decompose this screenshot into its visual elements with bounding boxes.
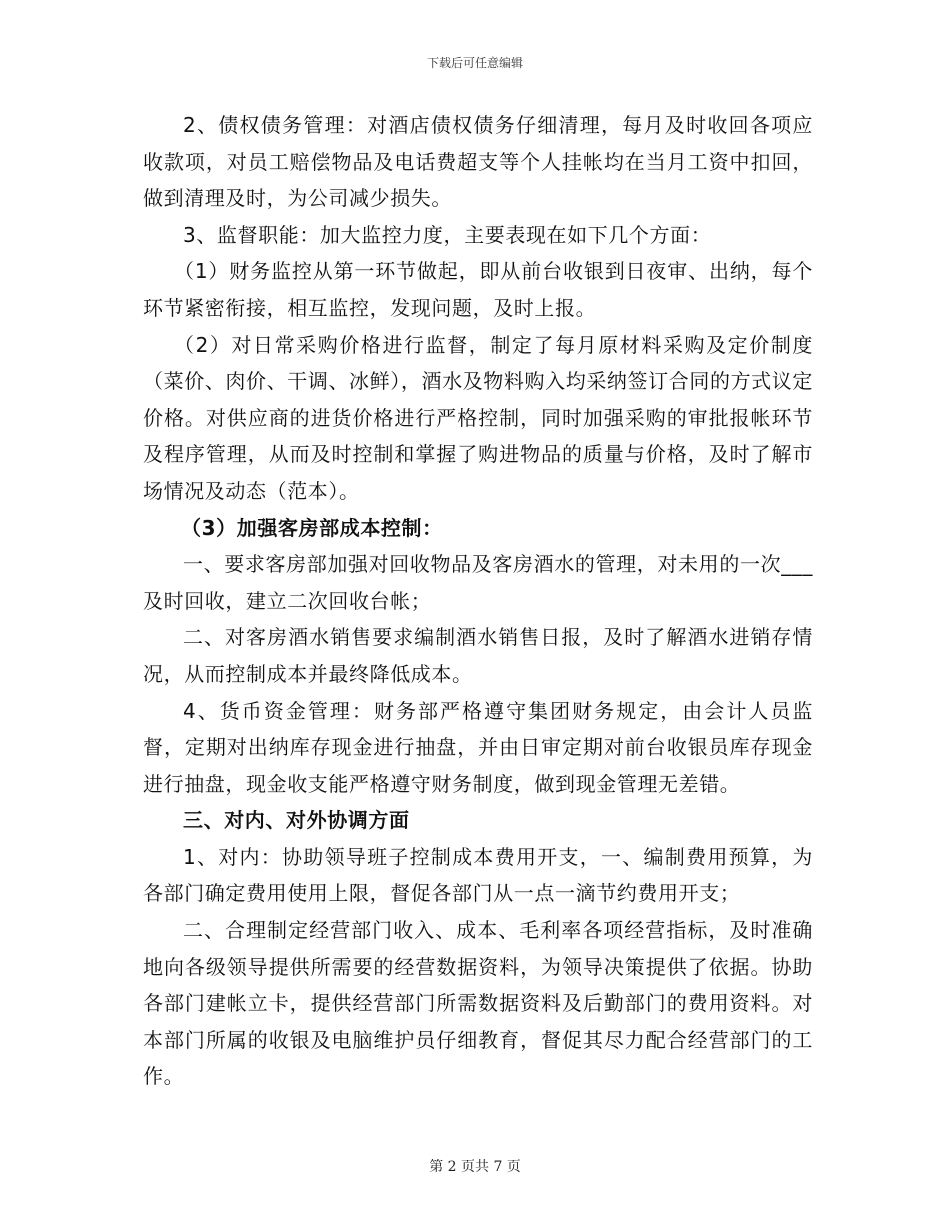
paragraph-purchase-price: （2）对日常采购价格进行监督，制定了每月原材料采购及定价制度（菜价、肉价、干调、冰鲜），酒水及物料购入均采纳签订合同的方式议定价格。对供应商的进货价格进行严格控制，同时加强采购的审批报帐环节及程序管理，从而及时控制和掌握了购进物品的质量与价格，及时了解市场情况及动态（范本）。 bbox=[143, 332, 813, 503]
paragraph-cash-management: 4、货币资金管理：财务部严格遵守集团财务规定，由会计人员监督，定期对出纳库存现金进行抽盘，并由日审定期对前台收银员库存现金进行抽盘，现金收支能严格遵守财务制度，做到现金管理无差错。 bbox=[143, 698, 813, 796]
paragraph-room-item-recovery: 一、要求客房部加强对回收物品及客房酒水的管理，对未用的一次___及时回收，建立二次回收台帐； bbox=[143, 552, 813, 613]
subheading-room-cost-control: （3）加强客房部成本控制： bbox=[181, 515, 443, 540]
paragraph-internal-coordination: 1、对内：协助领导班子控制成本费用开支，一、编制费用预算，为各部门确定费用使用上限，督促各部门从一点一滴节约费用开支； bbox=[143, 844, 813, 906]
page-number: 第 2 页共 7 页 bbox=[429, 1159, 521, 1175]
paragraph-supervision: 3、监督职能：加大监控力度，主要表现在如下几个方面： bbox=[183, 222, 712, 247]
section-heading-coordination: 三、对内、对外协调方面 bbox=[183, 808, 410, 833]
paragraph-financial-monitoring: （1）财务监控从第一环节做起，即从前台收银到日夜审、出纳，每个环节紧密衔接，相互监控，发现问题，及时上报。 bbox=[143, 259, 813, 320]
document-body bbox=[143, 107, 813, 1095]
paragraph-room-drinks-sales: 二、对客房酒水销售要求编制酒水销售日报，及时了解酒水进销存情况，从而控制成本并最终降低成本。 bbox=[143, 625, 813, 686]
paragraph-debt-management: 2、债权债务管理：对酒店债权债务仔细清理，每月及时收回各项应收款项，对员工赔偿物品及电话费超支等个人挂帐均在当月工资中扣回，做到清理及时，为公司减少损失。 bbox=[143, 113, 813, 211]
page-header: 下载后可任意编辑 bbox=[426, 56, 523, 70]
paragraph-operating-indicators: 二、合理制定经营部门收入、成本、毛利率各项经营指标，及时准确地向各级领导提供所需要的经营数据资料，为领导决策提供了依据。协助各部门建帐立卡，提供经营部门所需数据资料及后勤部门的费用资料。对本部门所属的收银及电脑维护员仔细教育，督促其尽力配合经营部门的工作。 bbox=[143, 918, 813, 1089]
